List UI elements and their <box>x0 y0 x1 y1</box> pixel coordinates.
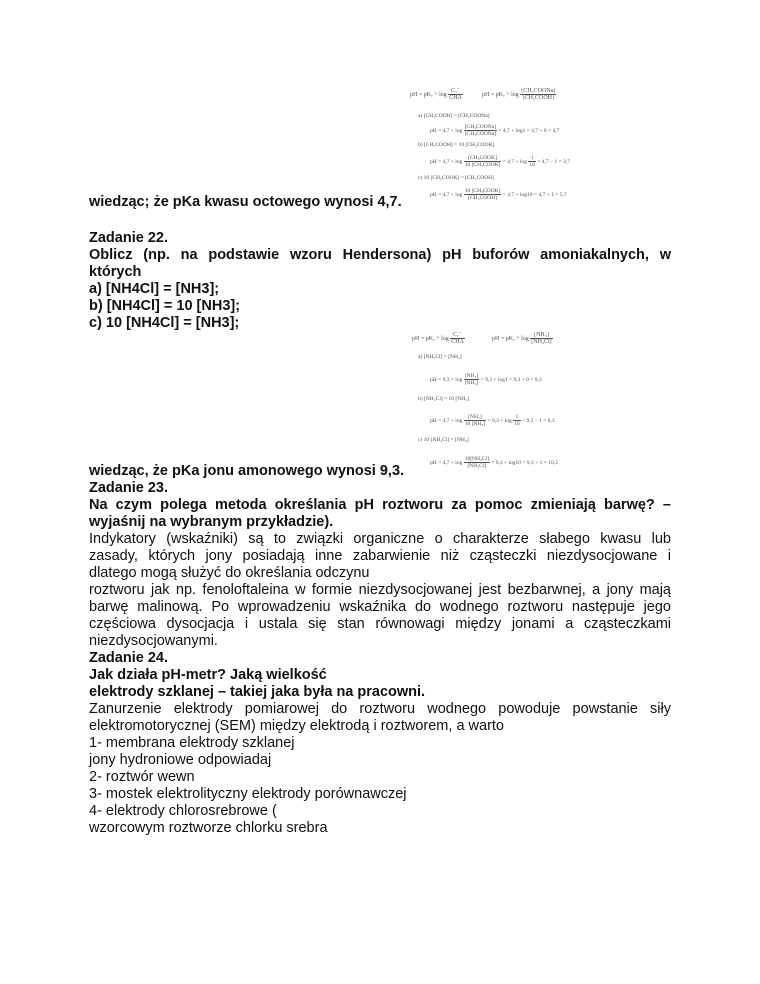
henderson-equation-general: pH = pKₐ + log $\frac{\text{Cₐ⁻}}{\text{CHA}}$ <box>410 88 462 101</box>
pka-acetic-note: wiedząc; że pKa kwasu octowego wynosi 4,7. <box>89 194 402 210</box>
task-24-item-1: 1- membrana elektrody szklanej <box>89 735 295 751</box>
task-23-answer-line-5: barwę malinową. Po wprowadzeniu wskaźnika do wodnego roztworu następuje jego <box>89 599 671 615</box>
task-24-question-cont: elektrody szklanej – takiej jaka była na pracowni. <box>89 684 426 700</box>
formula-image-ammonia <box>412 328 592 478</box>
case-b-condition: b) [CH₃COOH] = 10 [CH₃COOK] <box>418 142 495 148</box>
case-b-calculation: pH = 4,7 + log $\frac{\text{[CH₃COOK]}}{\text{10 [CH₃COOK]}}$ = 4,7 + log $\frac{1}{10}$ = 4,7 − 1 = 3,7 <box>430 155 570 168</box>
task-24-heading: Zadanie 24. <box>89 650 168 666</box>
task-22-option-c: c) 10 [NH4Cl] = [NH3]; <box>89 315 240 331</box>
task-22-question-cont: których <box>89 264 142 280</box>
case-a-condition: a) [CH₃COOH] = [CH₃COONa] <box>418 113 490 119</box>
task-23-answer-line-1: Indykatory (wskaźniki) są to związki organiczne o charakterze słabego kwasu lub <box>89 531 671 547</box>
pka-ammonium-note: wiedząc, że pKa jonu amonowego wynosi 9,3. <box>89 463 405 479</box>
henderson-equation-general: pH = pKₐ + log $\frac{\text{Cₐ⁻}}{\text{CHA}}$ <box>412 332 464 345</box>
case-a-calculation: pH = 9,3 + log $\frac{\text{[NH₃]}}{\text{[NH₃]}}$ = 9,3 + log1 = 9,3 + 0 = 9,3 <box>430 373 542 386</box>
task-22-heading: Zadanie 22. <box>89 230 168 246</box>
task-24-item-4: 4- elektrody chlorosrebrowe ( <box>89 803 277 819</box>
case-b-calculation: pH = 4,7 + log $\frac{\text{[NH₃]}}{\text{10 [NH₃]}}$ = 9,3 + log $\frac{1}{10}$ = 9,3 − 1 = 8,3 <box>430 414 555 427</box>
task-23-answer-line-4: roztworu jak np. fenoloftaleina w formie niezdysocjowanej jest bezbarwnej, a jony mają <box>89 582 671 598</box>
task-23-heading: Zadanie 23. <box>89 480 168 496</box>
task-22-question: Oblicz (np. na podstawie wzoru Hendersona) pH buforów amoniakalnych, w <box>89 247 671 263</box>
task-24-item-2: 2- roztwór wewn <box>89 769 195 785</box>
task-24-item-3: 3- mostek elektrolityczny elektrody porównawczej <box>89 786 407 802</box>
task-24-answer-line-4: wzorcowym roztworze chlorku srebra <box>89 820 328 836</box>
case-c-condition: c) 10 [NH₄Cl] = [NH₃] <box>418 437 469 443</box>
task-24-answer-line-1: Zanurzenie elektrody pomiarowej do roztworu wodnego powoduje powstanie siły <box>89 701 671 717</box>
case-a-calculation: pH = 4,7 + log $\frac{\text{[CH₃COONa]}}{\text{[CH₃COONa]}}$ = 4,7 + log1 = 4,7 + 0 = 4,7 <box>430 124 560 137</box>
case-c-calculation: pH = 4,7 + log $\frac{\text{10 [CH₃COOK]}}{\text{[CH₃COOH]}}$ = 4,7 + log10 = 4,7 + 1 = 5,7 <box>430 188 567 201</box>
task-23-answer-line-2: zasady, których jony posiadają inne zabarwienie niż cząsteczki niezdysocjowane i <box>89 548 671 564</box>
formula-image-acetate <box>410 84 595 214</box>
case-b-condition: b) [NH₄Cl] = 10 [NH₃] <box>418 396 469 402</box>
task-22-option-a: a) [NH4Cl] = [NH3]; <box>89 281 220 297</box>
task-23-answer-line-7: niezdysocjowanymi. <box>89 633 218 649</box>
henderson-equation-acetate: pH = pKₐ + log $\frac{\text{[CH₃COONa]}}{\text{[CH₃COOH]}}$ <box>482 88 556 101</box>
case-a-condition: a) [NH₄Cl] = [NH₃] <box>418 354 462 360</box>
task-24-answer-line-2: elektromotorycznej (SEM) między elektrodą i roztworem, a warto <box>89 718 504 734</box>
case-c-calculation: pH = 4,7 + log $\frac{\text{10[NH₄Cl]}}{\text{[NH₄Cl]}}$ = 9,3 + log10 = 9,3 + 1 = 10,3 <box>430 456 558 469</box>
task-23-question-cont: wyjaśnij na wybranym przykładzie). <box>89 514 334 530</box>
task-23-question: Na czym polega metoda określania pH roztworu za pomoc zmieniają barwę? – <box>89 497 671 513</box>
task-22-option-b: b) [NH4Cl] = 10 [NH3]; <box>89 298 241 314</box>
task-23-answer-line-3: dlatego mogą służyć do określania odczynu <box>89 565 370 581</box>
task-24-question: Jak działa pH-metr? Jaką wielkość <box>89 667 327 683</box>
task-24-answer-line-3: jony hydroniowe odpowiadaj <box>89 752 272 768</box>
task-23-answer-line-6: częściowa dysocjacja i ustala się stan równowagi między jonami a cząsteczkami <box>89 616 671 632</box>
case-c-condition: c) 10 [CH₃COOK] = [CH₃COOH] <box>418 175 494 181</box>
henderson-equation-ammonia: pH = pKₐ + log $\frac{\text{[NH₃]}}{\text{[NH₄Cl]}}$ <box>492 332 552 345</box>
